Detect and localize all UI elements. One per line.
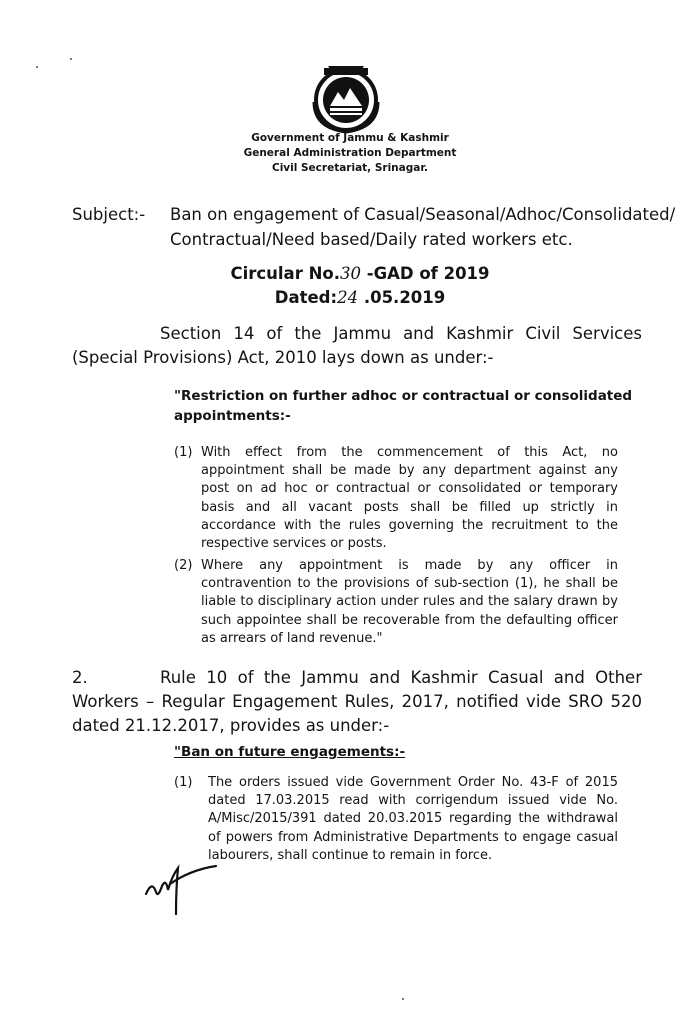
handwritten-circular-number: 30 bbox=[339, 264, 361, 283]
subject-text: Ban on engagement of Casual/Seasonal/Adhoc/Consolidated/ Contractual/Need based/Daily rated workers etc. bbox=[170, 205, 676, 249]
quote-heading: "Restriction on further adhoc or contractual or consolidated appointments:- bbox=[174, 388, 633, 424]
clause-number: (1) bbox=[174, 445, 193, 460]
clause-text: The orders issued vide Government Order No. 43-F of 2015 dated 17.03.2015 read with corrigendum issued vide No. A/Misc/2015/391 dated 20.03.2015 regarding the withdrawal of powers from Administrative Departments to engage casual labourers, shall continue to remain in force. bbox=[208, 775, 618, 863]
clause-number: (2) bbox=[174, 558, 193, 573]
signature-initials bbox=[142, 858, 222, 922]
clause-text: With effect from the commencement of this Act, no appointment shall be made by any department against any post on ad hoc or contractual or consolidated or temporary basis and all vacant posts shall be filled up strictly in accordance with the rules governing the recruitment to the respective services or posts. bbox=[201, 445, 618, 552]
clause-number: (1) bbox=[174, 775, 193, 790]
scan-speck bbox=[402, 998, 404, 1000]
handwritten-day: 24 bbox=[337, 288, 359, 307]
ban-clause-1 bbox=[174, 774, 618, 865]
clause-2 bbox=[174, 557, 618, 648]
state-emblem-icon bbox=[306, 62, 386, 134]
office-location: Civil Secretariat, Srinagar. bbox=[271, 162, 428, 174]
clause-text: Where any appointment is made by any officer in contravention to the provisions of sub-section (1), he shall be liable to disciplinary action under rules and the salary drawn by such appointee shall be recoverable from the defaulting officer as arrears of land revenue." bbox=[201, 558, 618, 646]
ban-heading: "Ban on future engagements:- bbox=[174, 744, 406, 760]
paragraph-2: 2. Rule 10 of the Jammu and Kashmir Casual and Other Workers – Regular Engagement Rules, 2017, notified vide SRO 520 dated 21.12.2017, provides as under:- bbox=[72, 668, 642, 735]
department-name: General Administration Department bbox=[243, 147, 457, 159]
circular-reference bbox=[150, 262, 570, 310]
scan-speck bbox=[70, 58, 72, 60]
circular-date: Dated:24 .05.2019 bbox=[274, 288, 446, 307]
scan-speck bbox=[36, 66, 38, 68]
government-name: Government of Jammu & Kashmir bbox=[251, 132, 449, 144]
paragraph-number: 2. bbox=[72, 668, 88, 687]
clause-1 bbox=[174, 444, 618, 553]
department-header bbox=[150, 131, 550, 176]
circular-number: Circular No.30 -GAD of 2019 bbox=[230, 264, 490, 283]
subject-label: Subject:- bbox=[72, 205, 146, 224]
paragraph-1: Section 14 of the Jammu and Kashmir Civil Services (Special Provisions) Act, 2010 lays down as under:- bbox=[72, 324, 642, 367]
